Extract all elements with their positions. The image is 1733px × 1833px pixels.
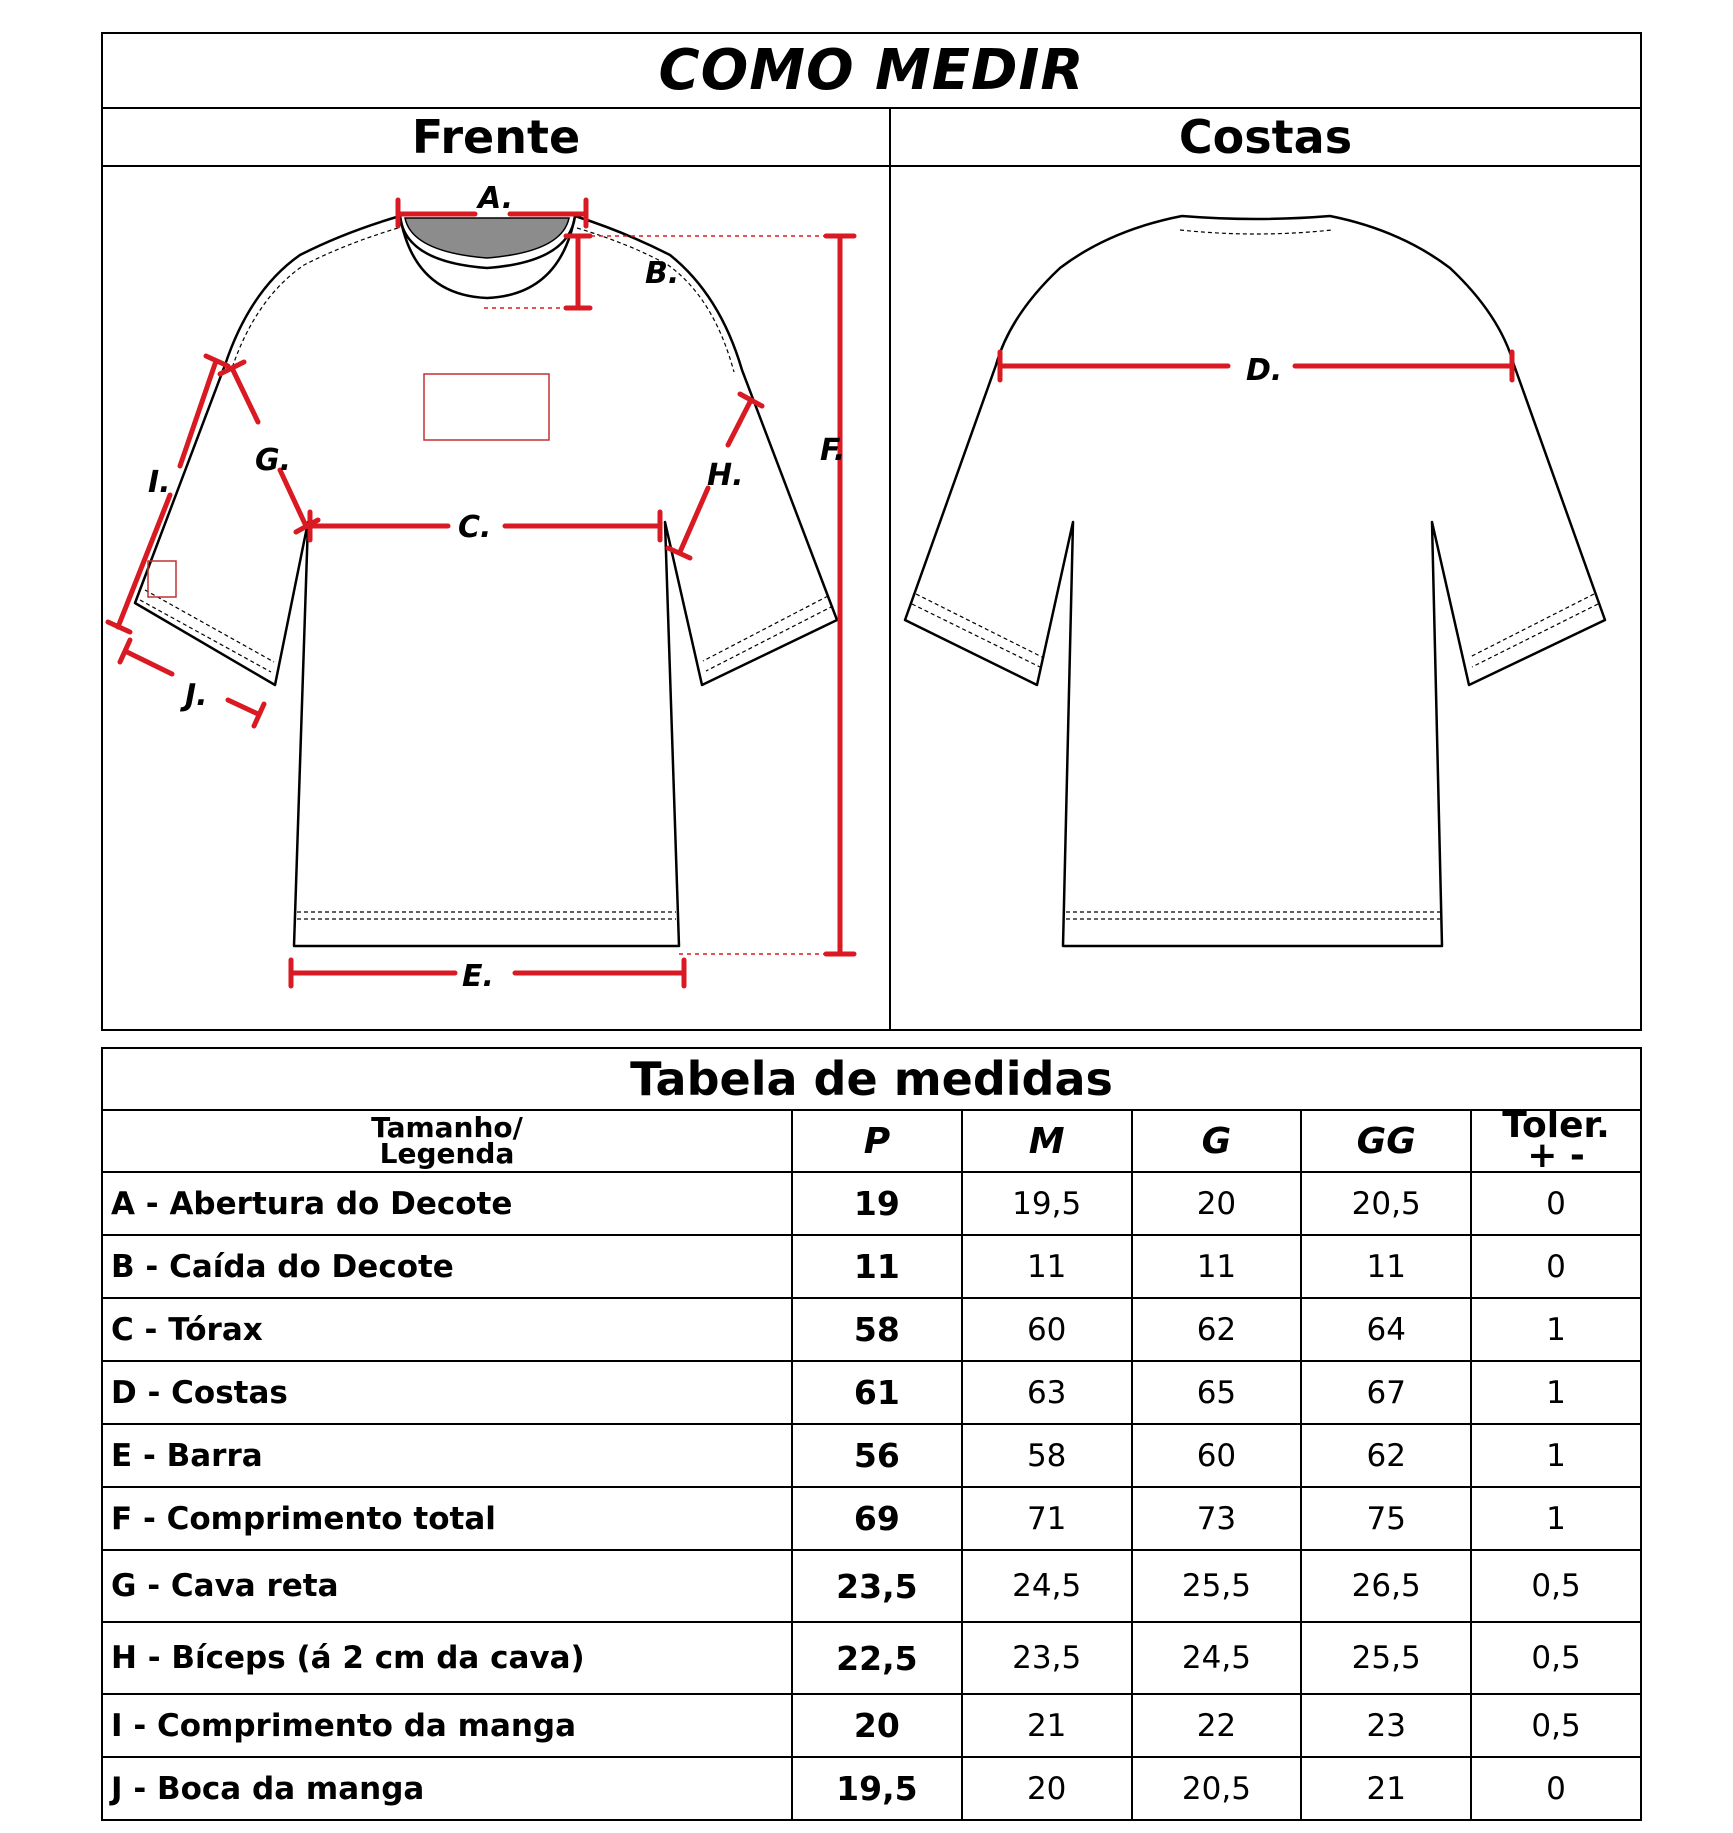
row-label: E - Barra (102, 1424, 792, 1487)
table-title: Tabela de medidas (102, 1048, 1641, 1110)
row-label: D - Costas (102, 1361, 792, 1424)
cell-p: 23,5 (792, 1550, 962, 1622)
back-shirt-diagram (890, 0, 1640, 1031)
label-j: J. (185, 678, 208, 713)
cell-tolerance: 1 (1471, 1361, 1641, 1424)
cell-gg: 11 (1301, 1235, 1471, 1298)
row-label: C - Tórax (102, 1298, 792, 1361)
label-c: C. (458, 510, 492, 545)
table-row (102, 1694, 1641, 1757)
cell-m: 19,5 (962, 1172, 1132, 1235)
cell-g: 65 (1132, 1361, 1302, 1424)
label-f: F. (820, 433, 846, 468)
cell-p: 20 (792, 1694, 962, 1757)
back-view-title: Costas (1178, 110, 1353, 164)
neck-shade (405, 218, 569, 258)
label-a: A. (478, 181, 514, 216)
cell-gg: 20,5 (1301, 1172, 1471, 1235)
cell-m: 58 (962, 1424, 1132, 1487)
cell-m: 63 (962, 1361, 1132, 1424)
table-row (102, 1757, 1641, 1820)
label-h: H. (707, 458, 744, 493)
label-b: B. (645, 256, 680, 291)
page-title: COMO MEDIR (103, 34, 1640, 109)
cell-p: 22,5 (792, 1622, 962, 1694)
sleeve-print-area (148, 561, 176, 597)
row-label: B - Caída do Decote (102, 1235, 792, 1298)
table-row (102, 1550, 1641, 1622)
cell-tolerance: 0 (1471, 1757, 1641, 1820)
cell-p: 11 (792, 1235, 962, 1298)
cell-tolerance: 0,5 (1471, 1694, 1641, 1757)
col-header-legend (102, 1110, 792, 1172)
label-d: D. (1246, 353, 1283, 388)
cell-m: 71 (962, 1487, 1132, 1550)
table-row (102, 1361, 1641, 1424)
cell-tolerance: 0 (1471, 1172, 1641, 1235)
cell-gg: 75 (1301, 1487, 1471, 1550)
front-view-title: Frente (103, 109, 891, 165)
cell-g: 60 (1132, 1424, 1302, 1487)
cell-gg: 26,5 (1301, 1550, 1471, 1622)
size-table (101, 1047, 1642, 1821)
cell-m: 20 (962, 1757, 1132, 1820)
cell-p: 56 (792, 1424, 962, 1487)
cell-m: 21 (962, 1694, 1132, 1757)
tolerance-header-line1: Toler. (1502, 1105, 1610, 1146)
tolerance-header-line2: + - (1527, 1135, 1585, 1176)
back-shirt-outline (905, 216, 1605, 946)
cell-gg: 62 (1301, 1424, 1471, 1487)
cell-gg: 67 (1301, 1361, 1471, 1424)
cell-gg: 25,5 (1301, 1622, 1471, 1694)
cell-tolerance: 1 (1471, 1424, 1641, 1487)
table-body (102, 1172, 1641, 1820)
cell-g: 24,5 (1132, 1622, 1302, 1694)
front-shirt-outline (135, 216, 837, 946)
cell-p: 19 (792, 1172, 962, 1235)
cell-g: 22 (1132, 1694, 1302, 1757)
cell-tolerance: 1 (1471, 1298, 1641, 1361)
cell-tolerance: 0,5 (1471, 1622, 1641, 1694)
cell-p: 61 (792, 1361, 962, 1424)
label-g: G. (255, 443, 292, 478)
row-label: F - Comprimento total (102, 1487, 792, 1550)
cell-p: 19,5 (792, 1757, 962, 1820)
cell-tolerance: 0,5 (1471, 1550, 1641, 1622)
col-header-m: M (962, 1110, 1132, 1172)
cell-tolerance: 1 (1471, 1487, 1641, 1550)
front-shirt-diagram (0, 0, 890, 1031)
cell-g: 20,5 (1132, 1757, 1302, 1820)
cell-m: 60 (962, 1298, 1132, 1361)
cell-g: 20 (1132, 1172, 1302, 1235)
label-e: E. (462, 959, 494, 994)
table-row (102, 1298, 1641, 1361)
row-label: J - Boca da manga (102, 1757, 792, 1820)
cell-g: 73 (1132, 1487, 1302, 1550)
row-label: A - Abertura do Decote (102, 1172, 792, 1235)
col-header-tolerance (1471, 1105, 1641, 1176)
row-label: H - Bíceps (á 2 cm da cava) (102, 1622, 792, 1694)
cell-g: 25,5 (1132, 1550, 1302, 1622)
cell-g: 62 (1132, 1298, 1302, 1361)
chest-print-area (424, 374, 549, 440)
cell-m: 23,5 (962, 1622, 1132, 1694)
cell-gg: 23 (1301, 1694, 1471, 1757)
cell-tolerance: 0 (1471, 1235, 1641, 1298)
table-row (102, 1487, 1641, 1550)
label-i: I. (148, 465, 171, 500)
table-row (102, 1172, 1641, 1235)
cell-gg: 64 (1301, 1298, 1471, 1361)
row-label: I - Comprimento da manga (102, 1694, 792, 1757)
cell-p: 69 (792, 1487, 962, 1550)
col-header-g: G (1132, 1110, 1302, 1172)
cell-g: 11 (1132, 1235, 1302, 1298)
row-label: G - Cava reta (102, 1550, 792, 1622)
table-row (102, 1235, 1641, 1298)
cell-m: 11 (962, 1235, 1132, 1298)
cell-m: 24,5 (962, 1550, 1132, 1622)
table-row (102, 1424, 1641, 1487)
legend-header-line2: Legenda (379, 1137, 515, 1170)
cell-gg: 21 (1301, 1757, 1471, 1820)
cell-p: 58 (792, 1298, 962, 1361)
col-header-p: P (792, 1110, 962, 1172)
legend-header-line1: Tamanho/ (371, 1111, 523, 1144)
table-row (102, 1622, 1641, 1694)
col-header-gg: GG (1301, 1110, 1471, 1172)
